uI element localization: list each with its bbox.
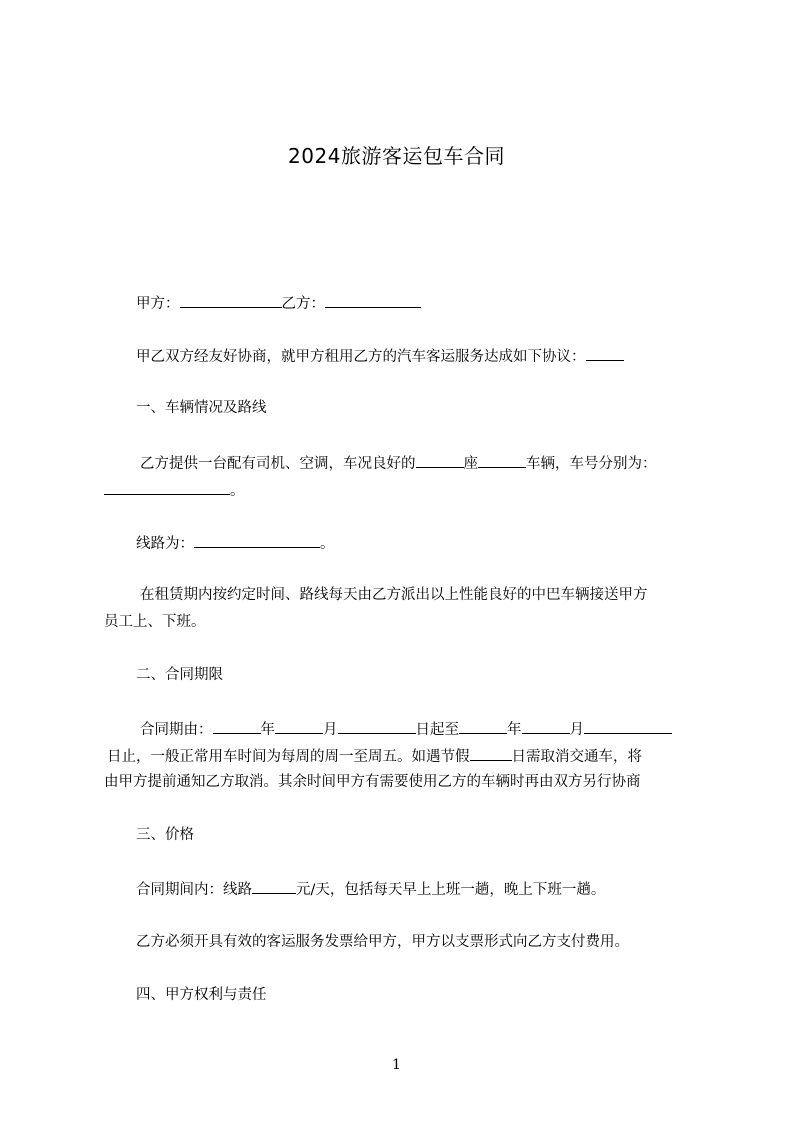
term-label: 合同期由：	[140, 722, 213, 738]
section1-paragraph3-line1: 在租赁期内按约定时间、路线每天由乙方派出以上性能良好的中巴车辆接送甲方	[140, 587, 648, 603]
month-text: 月	[569, 722, 584, 738]
section4-heading: 四、甲方权利与责任	[136, 987, 267, 1003]
party-a-blank	[180, 292, 282, 308]
vehicle-count-blank	[478, 452, 526, 468]
seat-count-blank	[416, 452, 464, 468]
party-b-blank	[325, 292, 421, 308]
year-text: 年	[260, 722, 275, 738]
term-line3: 由甲方提前通知乙方取消。其余时间甲方有需要使用乙方的车辆时再由双方另行协商	[104, 774, 641, 790]
section1-paragraph1-line1	[140, 452, 657, 474]
period: 。	[230, 483, 245, 499]
section2-heading: 二、合同期限	[136, 667, 223, 683]
intro-text: 甲乙双方经友好协商，就甲方租用乙方的汽车客运服务达成如下协议：	[136, 349, 586, 365]
intro-blank	[586, 345, 624, 361]
price-line	[136, 878, 605, 900]
year-text: 年	[507, 722, 522, 738]
intro-paragraph	[136, 345, 624, 367]
page-title: 2024旅游客运包车合同	[288, 144, 505, 168]
vehicle-text: 乙方提供一台配有司机、空调，车况良好的	[140, 456, 416, 472]
plate-text: 车辆，车号分别为：	[526, 456, 657, 472]
section1-heading: 一、车辆情况及路线	[136, 400, 267, 416]
section3-heading: 三、价格	[136, 827, 194, 843]
start-year-blank	[213, 718, 261, 734]
party-b-label: 乙方：	[281, 296, 325, 312]
invoice-line: 乙方必须开具有效的客运服务发票给甲方，甲方以支票形式向乙方支付费用。	[136, 934, 629, 950]
month-text: 月	[323, 722, 338, 738]
party-a-label: 甲方：	[136, 296, 180, 312]
term-line2-end: 日需取消交通车，将	[511, 749, 642, 765]
section1-paragraph3-line2: 员工上、下班。	[104, 614, 206, 630]
holiday-blank	[470, 745, 512, 761]
price-label: 合同期间内：线路	[136, 882, 252, 898]
parties-line	[136, 292, 421, 314]
page-number: 1	[392, 1057, 401, 1073]
end-day-blank	[584, 718, 672, 734]
route-blank	[194, 532, 320, 548]
end-year-blank	[459, 718, 507, 734]
start-day-blank	[338, 718, 416, 734]
term-line2-text: 日止，一般正常用车时间为每周的周一至周五。如遇节假	[107, 749, 470, 765]
plate-number-blank	[104, 479, 230, 495]
period: 。	[320, 536, 335, 552]
term-line1	[140, 718, 672, 740]
section1-paragraph1-line2	[104, 479, 245, 501]
price-blank	[252, 878, 296, 894]
end-month-blank	[522, 718, 570, 734]
seat-text: 座	[463, 456, 478, 472]
price-text: 元/天，包括每天早上上班一趟，晚上下班一趟。	[296, 882, 606, 898]
route-line	[136, 532, 335, 554]
start-month-blank	[275, 718, 323, 734]
start-to-text: 日起至	[415, 722, 459, 738]
term-line2	[107, 745, 642, 767]
route-label: 线路为：	[136, 536, 194, 552]
